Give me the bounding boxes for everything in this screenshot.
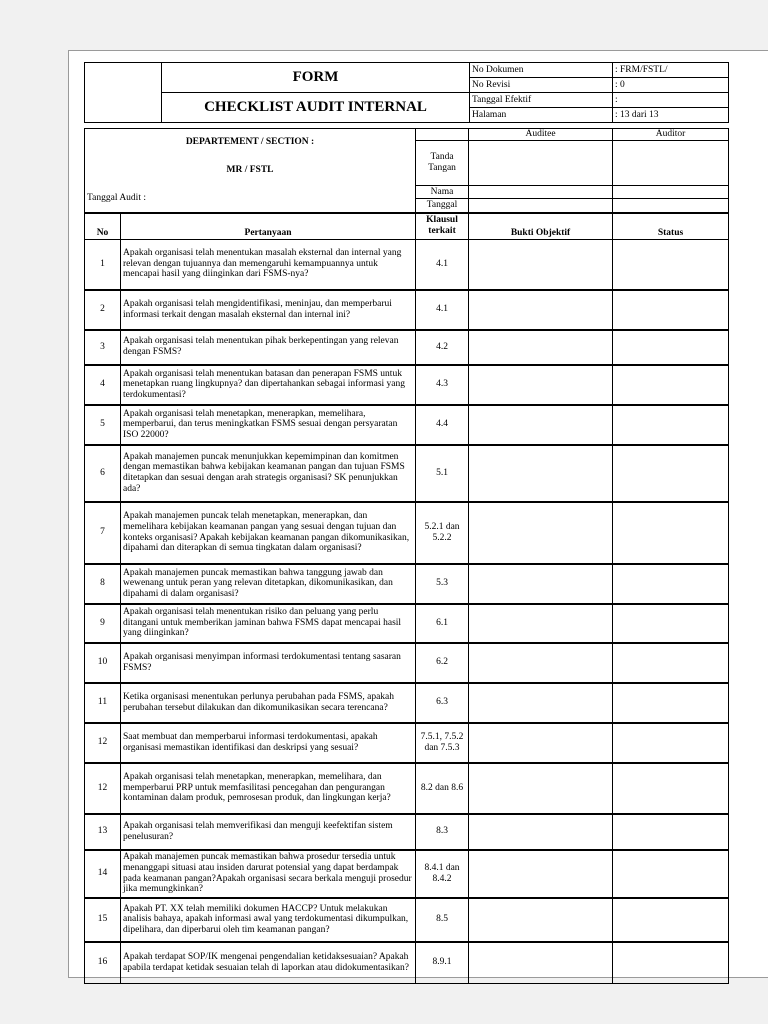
auditee-name-field[interactable] [469, 186, 613, 199]
evidence-field[interactable] [469, 898, 613, 942]
evidence-field[interactable] [469, 763, 613, 814]
question-text: Apakah manajemen puncak telah menetapkan, menerapkan, dan memelihara kebijakan keamanan pangan yang sesuai dengan tujuan dan konteks organisasi? Apakah kebijakan keamanan pangan dikomunikasikan, dipahami dan diterapkan di semua tingkatan dalam organisasi? [121, 502, 416, 564]
clause-ref: 4.1 [416, 239, 469, 290]
auditor-date-field[interactable] [613, 199, 729, 213]
meta-value: : [613, 93, 729, 108]
question-text: Apakah organisasi telah memverifikasi dan menguji keefektifan sistem penelusuran? [121, 814, 416, 850]
row-number: 11 [85, 683, 121, 723]
table-row [85, 239, 729, 290]
evidence-field[interactable] [469, 502, 613, 564]
clause-ref: 4.3 [416, 365, 469, 405]
evidence-field[interactable] [469, 814, 613, 850]
clause-ref: 5.3 [416, 564, 469, 604]
auditor-name-field[interactable] [613, 186, 729, 199]
question-text: Apakah manajemen puncak memastikan bahwa prosedur tersedia untuk menanggapi situasi atau insiden darurat potensial yang dapat berdampak pada keamanan pangan?Apakah organisasi secara berkala menguji prosedur jika memungkinkan? [121, 850, 416, 898]
evidence-field[interactable] [469, 330, 613, 365]
auditee-signature-field[interactable] [469, 141, 613, 186]
status-field[interactable] [613, 898, 729, 942]
form-label: FORM [162, 63, 470, 93]
status-field[interactable] [613, 763, 729, 814]
question-text: Apakah organisasi telah menetapkan, menerapkan, memelihara, dan memperbarui PRP untuk memfasilitasi pencegahan dan pengurangan kontaminan dalam produk, pemrosesan produk, dan lingkungan kerja? [121, 763, 416, 814]
evidence-field[interactable] [469, 850, 613, 898]
status-field[interactable] [613, 604, 729, 643]
question-text: Apakah organisasi menyimpan informasi terdokumentasi tentang sasaran FSMS? [121, 643, 416, 683]
row-number: 5 [85, 405, 121, 445]
clause-ref: 6.1 [416, 604, 469, 643]
table-row [85, 898, 729, 942]
department-value: MR / FSTL [85, 156, 416, 186]
clause-ref: 5.1 [416, 445, 469, 502]
evidence-field[interactable] [469, 564, 613, 604]
row-number: 12 [85, 763, 121, 814]
evidence-field[interactable] [469, 604, 613, 643]
clause-ref: 4.4 [416, 405, 469, 445]
status-field[interactable] [613, 850, 729, 898]
clause-ref: 8.4.1 dan 8.4.2 [416, 850, 469, 898]
table-row [85, 290, 729, 330]
col-clause: Klausul terkait [416, 213, 469, 240]
clause-ref: 8.2 dan 8.6 [416, 763, 469, 814]
clause-ref: 6.2 [416, 643, 469, 683]
auditee-date-field[interactable] [469, 199, 613, 213]
table-row [85, 564, 729, 604]
table-row [85, 330, 729, 365]
question-text: Apakah manajemen puncak memastikan bahwa tanggung jawab dan wewenang untuk peran yang relevan ditetapkan, dikomunikasikan, dan dipahami di dalam organisasi? [121, 564, 416, 604]
auditor-signature-field[interactable] [613, 141, 729, 186]
clause-ref: 7.5.1, 7.5.2 dan 7.5.3 [416, 723, 469, 763]
clause-ref: 5.2.1 dan 5.2.2 [416, 502, 469, 564]
evidence-field[interactable] [469, 290, 613, 330]
question-text: Apakah terdapat SOP/IK mengenai pengendalian ketidaksesuaian? Apakah apabila terdapat ketidak sesuaian telah di laporkan atau didokumentasikan? [121, 942, 416, 984]
question-text: Saat membuat dan memperbarui informasi terdokumentasi, apakah organisasi memastikan identifikasi dan deskripsi yang sesuai? [121, 723, 416, 763]
clause-ref: 4.2 [416, 330, 469, 365]
question-text: Apakah organisasi telah menentukan batasan dan penerapan FSMS untuk menetapkan ruang lingkupnya? dan dipertahankan sebagai informasi yang terdokumentasi? [121, 365, 416, 405]
question-text: Apakah organisasi telah menentukan pihak berkepentingan yang relevan dengan FSMS? [121, 330, 416, 365]
evidence-field[interactable] [469, 239, 613, 290]
logo-area [85, 63, 162, 123]
checklist-table [84, 128, 729, 984]
clause-ref: 8.3 [416, 814, 469, 850]
form-header [84, 62, 729, 123]
meta-value: : 0 [613, 78, 729, 93]
corner-cell [416, 129, 469, 141]
status-field[interactable] [613, 723, 729, 763]
status-field[interactable] [613, 942, 729, 984]
question-text: Apakah organisasi telah menentukan masalah eksternal dan internal yang relevan dengan tujuannya dan memengaruhi kemampuannya untuk mencapai hasil yang diinginkan dari FSMS-nya? [121, 239, 416, 290]
col-no: No [85, 213, 121, 240]
row-number: 8 [85, 564, 121, 604]
evidence-field[interactable] [469, 365, 613, 405]
clause-ref: 4.1 [416, 290, 469, 330]
table-row [85, 814, 729, 850]
row-number: 9 [85, 604, 121, 643]
table-row [85, 643, 729, 683]
department-label: DEPARTEMENT / SECTION : [85, 129, 416, 156]
date-label: Tanggal [416, 199, 469, 213]
status-field[interactable] [613, 502, 729, 564]
row-number: 15 [85, 898, 121, 942]
row-number: 10 [85, 643, 121, 683]
table-row [85, 365, 729, 405]
clause-ref: 6.3 [416, 683, 469, 723]
meta-label: Halaman [470, 108, 613, 123]
row-number: 16 [85, 942, 121, 984]
status-field[interactable] [613, 330, 729, 365]
meta-label: No Dokumen [470, 63, 613, 78]
clause-ref: 8.5 [416, 898, 469, 942]
table-row [85, 723, 729, 763]
question-text: Apakah manajemen puncak menunjukkan kepemimpinan dan komitmen dengan memastikan bahwa kebijakan keamanan pangan dan tujuan FSMS ditetapkan dan sesuai dengan arah strategis organisasi? SK penunjukkan ada? [121, 445, 416, 502]
row-number: 2 [85, 290, 121, 330]
meta-value: : 13 dari 13 [613, 108, 729, 123]
form-title: CHECKLIST AUDIT INTERNAL [162, 93, 470, 123]
row-number: 3 [85, 330, 121, 365]
evidence-field[interactable] [469, 723, 613, 763]
status-field[interactable] [613, 564, 729, 604]
status-field[interactable] [613, 405, 729, 445]
evidence-field[interactable] [469, 643, 613, 683]
status-field[interactable] [613, 683, 729, 723]
table-row [85, 850, 729, 898]
table-row [85, 405, 729, 445]
row-number: 1 [85, 239, 121, 290]
table-row [85, 942, 729, 984]
question-text: Apakah organisasi telah menetapkan, menerapkan, memelihara, memperbarui, dan terus meningkatkan FSMS sesuai dengan persyaratan ISO 22000? [121, 405, 416, 445]
name-label: Nama [416, 186, 469, 199]
status-field[interactable] [613, 365, 729, 405]
meta-label: No Revisi [470, 78, 613, 93]
evidence-field[interactable] [469, 445, 613, 502]
status-field[interactable] [613, 445, 729, 502]
row-number: 12 [85, 723, 121, 763]
auditee-header: Auditee [469, 129, 613, 141]
table-row [85, 683, 729, 723]
table-row [85, 445, 729, 502]
evidence-field[interactable] [469, 405, 613, 445]
auditor-header: Auditor [613, 129, 729, 141]
meta-label: Tanggal Efektif [470, 93, 613, 108]
audit-date-label: Tanggal Audit : [85, 186, 416, 213]
table-row [85, 502, 729, 564]
row-number: 7 [85, 502, 121, 564]
table-row [85, 763, 729, 814]
status-field[interactable] [613, 643, 729, 683]
meta-value: : FRM/FSTL/ [613, 63, 729, 78]
row-number: 13 [85, 814, 121, 850]
question-text: Apakah organisasi telah mengidentifikasi, meninjau, dan memperbarui informasi terkait dengan masalah eksternal dan internal ini? [121, 290, 416, 330]
row-number: 6 [85, 445, 121, 502]
col-question: Pertanyaan [121, 213, 416, 240]
col-status: Status [613, 213, 729, 240]
row-number: 4 [85, 365, 121, 405]
status-field[interactable] [613, 239, 729, 290]
status-field[interactable] [613, 814, 729, 850]
status-field[interactable] [613, 290, 729, 330]
col-evidence: Bukti Objektif [469, 213, 613, 240]
signature-label: Tanda Tangan [416, 141, 469, 186]
evidence-field[interactable] [469, 683, 613, 723]
table-row [85, 604, 729, 643]
row-number: 14 [85, 850, 121, 898]
clause-ref: 8.9.1 [416, 942, 469, 984]
question-text: Apakah organisasi telah menentukan risiko dan peluang yang perlu ditangani untuk memberikan jaminan bahwa FSMS dapat mencapai hasil yang diinginkan? [121, 604, 416, 643]
evidence-field[interactable] [469, 942, 613, 984]
question-text: Apakah PT. XX telah memiliki dokumen HACCP? Untuk melakukan analisis bahaya, apakah informasi awal yang terdokumentasi dikumpulkan, dipelihara, dan diperbarui oleh tim keamanan pangan? [121, 898, 416, 942]
question-text: Ketika organisasi menentukan perlunya perubahan pada FSMS, apakah perubahan tersebut dilakukan dan dikomunikasikan secara terencana? [121, 683, 416, 723]
